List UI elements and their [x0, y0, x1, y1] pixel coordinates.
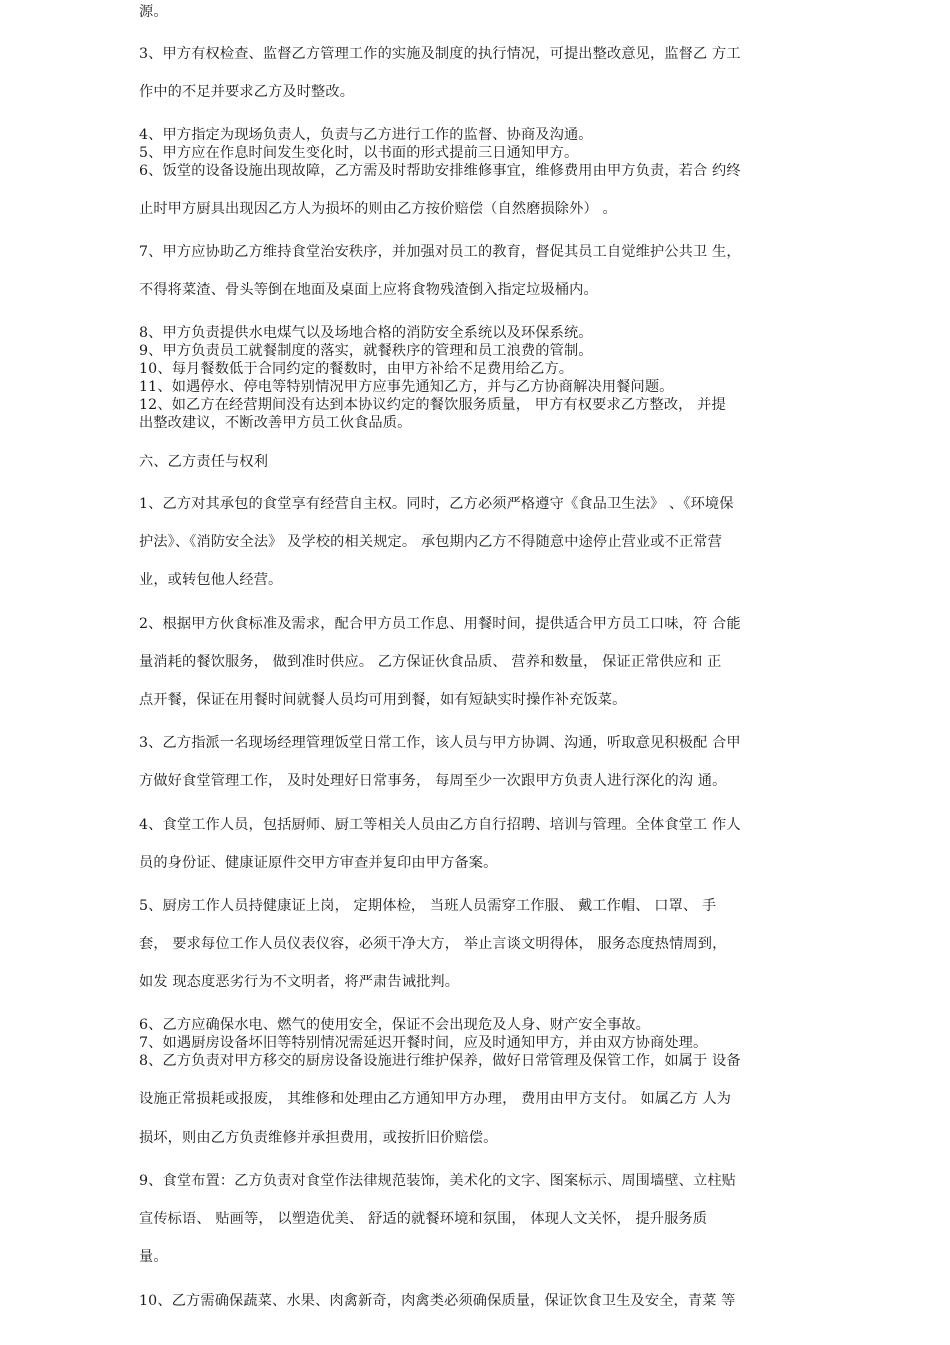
- text-line: 3、乙方指派一名现场经理管理饭堂日常工作，该人员与甲方协调、沟通，听取意见积极配 合甲: [139, 735, 741, 751]
- text-line: 不得将菜渣、骨头等倒在地面及桌面上应将食物残渣倒入指定垃圾桶内。: [139, 282, 598, 298]
- text-line: 2、根据甲方伙食标准及需求，配合甲方员工作息、用餐时间，提供适合甲方员工口味，符 合能: [139, 616, 741, 632]
- text-line: 12、如乙方在经营期间没有达到本协议约定的餐饮服务质量， 甲方有权要求乙方整改， 并提: [139, 397, 726, 413]
- text-line: 11、如遇停水、停电等特别情况甲方应事先通知乙方，并与乙方协商解决用餐问题。: [139, 379, 674, 395]
- text-line: 设施正常损耗或报废， 其维修和处理由乙方通知甲方办理， 费用由甲方支付。 如属乙方 人为: [139, 1091, 732, 1107]
- text-line: 5、甲方应在作息时间发生变化时，以书面的形式提前三日通知甲方。: [139, 145, 579, 161]
- text-line: 10、每月餐数低于合同约定的餐数时，由甲方补给不足费用给乙方。: [139, 361, 574, 377]
- text-line: 6、饭堂的设备设施出现故障，乙方需及时帮助安排维修事宜，维修费用由甲方负责，若合 约终: [139, 163, 741, 179]
- text-line: 3、甲方有权检查、监督乙方管理工作的实施及制度的执行情况，可提出整改意见，监督乙 方工: [139, 46, 741, 62]
- text-line: 7、如遇厨房设备坏旧等特别情况需延迟开餐时间，应及时通知甲方，并由双方协商处理。: [139, 1035, 708, 1051]
- text-line: 8、乙方负责对甲方移交的厨房设备设施进行维护保养，做好日常管理及保管工作，如属于 设备: [139, 1053, 741, 1069]
- text-line: 4、甲方指定为现场负责人，负责与乙方进行工作的监督、协商及沟通。: [139, 127, 593, 143]
- text-line: 方做好食堂管理工作， 及时处理好日常事务， 每周至少一次跟甲方负责人进行深化的沟 通。: [139, 773, 727, 789]
- text-line: 止时甲方厨具出现因乙方人为损坏的则由乙方按价赔偿（自然磨损除外） 。: [139, 201, 617, 217]
- text-line: 4、食堂工作人员，包括厨师、厨工等相关人员由乙方自行招聘、培训与管理。全体食堂工 作人: [139, 817, 741, 833]
- text-line: 量消耗的餐饮服务， 做到准时供应。 乙方保证伙食品质、 营养和数量， 保证正常供应和 正: [139, 654, 722, 670]
- text-line: 9、甲方负责员工就餐制度的落实，就餐秩序的管理和员工浪费的管制。: [139, 343, 593, 359]
- text-line: 6、乙方应确保水电、燃气的使用安全，保证不会出现危及人身、财产安全事故。: [139, 1017, 650, 1033]
- section-heading: 六、乙方责任与权利: [139, 454, 269, 470]
- text-line: 1、乙方对其承包的食堂享有经营自主权。同时，乙方必须严格遵守《食品卫生法》 、《环境保: [139, 496, 734, 512]
- text-line: 员的身份证、健康证原件交甲方审查并复印由甲方备案。: [139, 855, 498, 871]
- text-line: 如发 现态度恶劣行为不文明者，将严肃告诫批判。: [139, 974, 460, 990]
- text-line: 宣传标语、 贴画等， 以塑造优美、 舒适的就餐环境和氛围， 体现人文关怀， 提升服务质: [139, 1211, 708, 1227]
- text-line: 点开餐，保证在用餐时间就餐人员均可用到餐，如有短缺实时操作补充饭菜。: [139, 692, 627, 708]
- text-line: 7、甲方应协助乙方维持食堂治安秩序，并加强对员工的教育，督促其员工自觉维护公共卫 生，: [139, 244, 741, 260]
- text-line: 出整改建议，不断改善甲方员工伙食品质。: [139, 415, 412, 431]
- text-line: 护法》、《消防安全法》 及学校的相关规定。 承包期内乙方不得随意中途停止营业或不正常营: [139, 534, 722, 550]
- text-line: 5、厨房工作人员持健康证上岗， 定期体检， 当班人员需穿工作服、 戴工作帽、 口罩、 手: [139, 898, 717, 914]
- text-line: 源。: [139, 4, 168, 20]
- text-line: 量。: [139, 1249, 168, 1265]
- text-line: 套， 要求每位工作人员仪表仪容，必须干净大方， 举止言谈文明得体， 服务态度热情周到，: [139, 936, 727, 952]
- text-line: 损坏，则由乙方负责维修并承担费用，或按折旧价赔偿。: [139, 1130, 498, 1146]
- text-line: 10、乙方需确保蔬菜、水果、肉禽新奇，肉禽类必须确保质量，保证饮食卫生及安全，青菜 等: [139, 1293, 736, 1309]
- text-line: 9、食堂布置：乙方负责对食堂作法律规范装饰，美术化的文字、图案标示、周围墙壁、立柱贴: [139, 1173, 737, 1189]
- text-line: 作中的不足并要求乙方及时整改。: [139, 84, 355, 100]
- text-line: 8、甲方负责提供水电煤气以及场地合格的消防安全系统以及环保系统。: [139, 325, 593, 341]
- text-line: 业，或转包他人经营。: [139, 572, 283, 588]
